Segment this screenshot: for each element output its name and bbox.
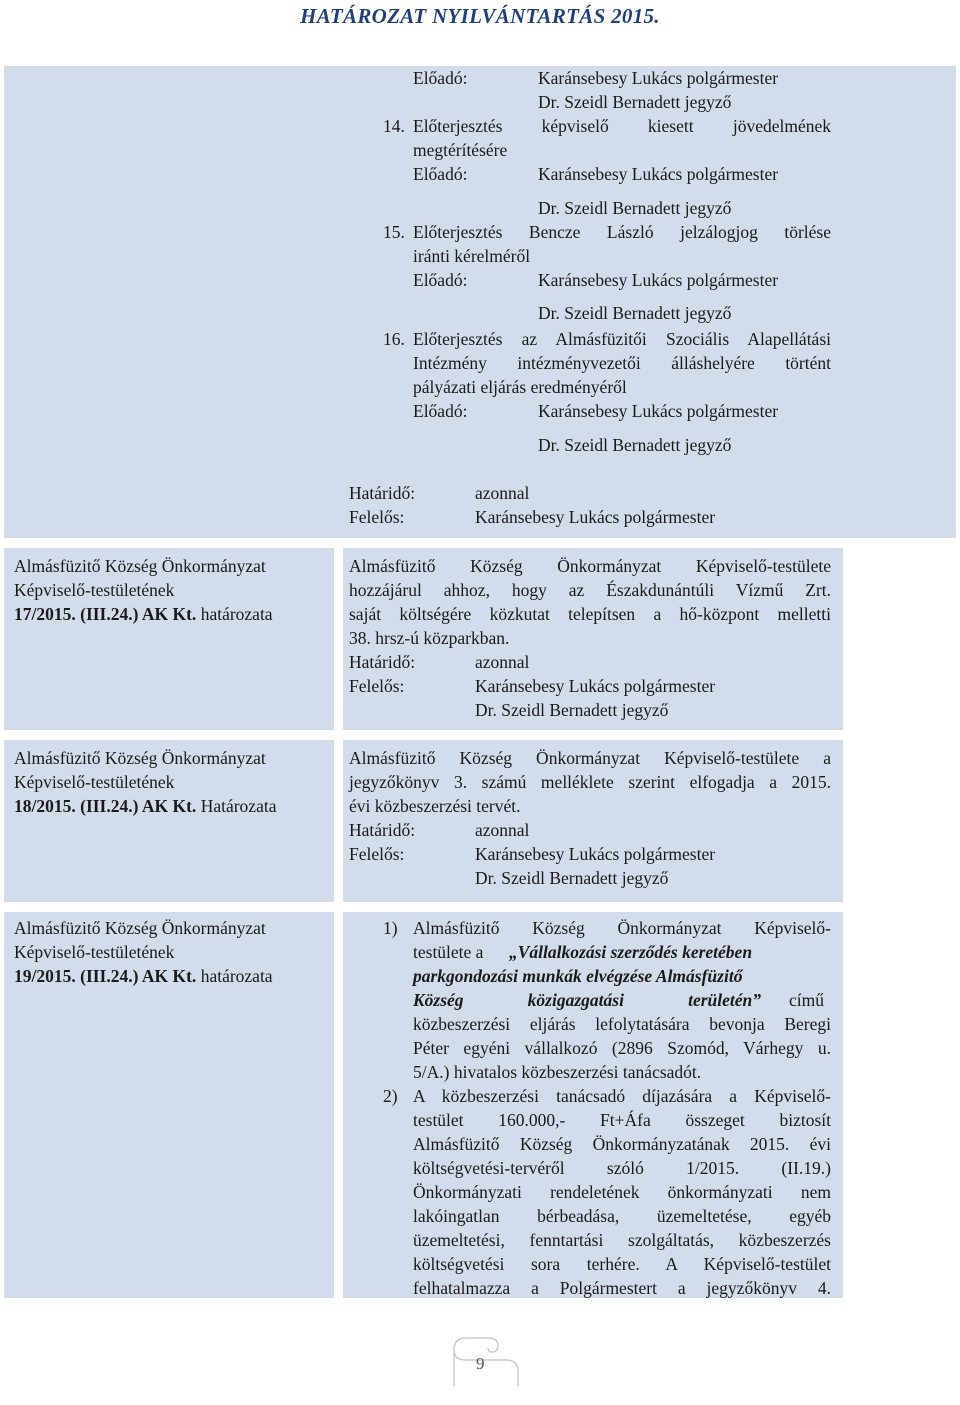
page-number: 9 bbox=[476, 1354, 485, 1373]
agenda-jegyzo: Dr. Szeidl Bernadett jegyző bbox=[538, 435, 732, 455]
resolution-issuer: Almásfüzitő Község Önkormányzat bbox=[14, 918, 266, 938]
agenda-item-title: Előterjesztés Bencze László jelzálogjog törlése bbox=[413, 222, 831, 242]
list-item-line: közbeszerzési eljárás lefolytatására bevonja Beregi bbox=[413, 1014, 831, 1034]
resolution-suffix: határozata bbox=[200, 604, 273, 624]
list-item-number: 1) bbox=[383, 918, 398, 938]
list-item-line: A közbeszerzési tanácsadó díjazására a Képviselő- bbox=[413, 1086, 831, 1106]
right-margin-panel bbox=[843, 66, 956, 538]
agenda-item-title: Előterjesztés képviselő kiesett jövedelmének bbox=[413, 116, 831, 136]
agenda-item-title: Intézmény intézményvezetői álláshelyére történt bbox=[413, 353, 831, 373]
resolution-text-line: Almásfüzitő Község Önkormányzat Képviselő-testülete bbox=[349, 556, 831, 576]
agenda-felelos-label: Felelős: bbox=[349, 507, 405, 527]
resolution-felelos-label: Felelős: bbox=[349, 844, 405, 864]
page-corner-ornament-icon bbox=[448, 1332, 524, 1388]
resolution-number: 17/2015. (III.24.) AK Kt. bbox=[14, 604, 197, 624]
agenda-item-title: megtérítésére bbox=[413, 140, 508, 160]
agenda-eloado-name: Karánsebesy Lukács polgármester bbox=[538, 270, 779, 290]
resolution-text-line: saját költségére közkutat telepítsen a hő-központ melletti bbox=[349, 604, 831, 624]
agenda-item-title: Előterjesztés az Almásfüzitői Szociális Alapellátási bbox=[413, 329, 831, 349]
resolution-hatarido-label: Határidő: bbox=[349, 820, 416, 840]
agenda-eloado-label: Előadó: bbox=[413, 164, 468, 184]
list-item-line: Almásfüzitő Község Önkormányzatának 2015. évi bbox=[413, 1134, 831, 1154]
resolution-felelos-value: Karánsebesy Lukács polgármester bbox=[475, 676, 716, 696]
resolution-issuer-body: Képviselő-testületének bbox=[14, 772, 175, 792]
list-item-line: költségvetési-tervéről szóló 1/2015. (II.19.) bbox=[413, 1158, 831, 1178]
resolution-felelos-value: Dr. Szeidl Bernadett jegyző bbox=[475, 868, 669, 888]
resolution-text-line: Almásfüzitő Község Önkormányzat Képviselő-testülete a bbox=[349, 748, 831, 768]
agenda-hatarido-label: Határidő: bbox=[349, 483, 416, 503]
list-item-line: üzemeltetési, fenntartási szolgáltatás, közbeszerzés bbox=[413, 1230, 831, 1250]
resolution-felelos-label: Felelős: bbox=[349, 676, 405, 696]
list-item-line: Önkormányzati rendeletének önkormányzati nem bbox=[413, 1182, 831, 1202]
agenda-item-number: 14. bbox=[383, 116, 405, 136]
list-item-line: testülete a bbox=[413, 942, 484, 962]
agenda-eloado-name: Karánsebesy Lukács polgármester bbox=[538, 401, 779, 421]
list-item-number: 2) bbox=[383, 1086, 398, 1106]
list-item-line: című bbox=[789, 990, 824, 1010]
contract-title-line: parkgondozási munkák elvégzése Almásfüzitő bbox=[413, 966, 743, 986]
resolution-hatarido-value: azonnal bbox=[475, 820, 530, 840]
resolution-id bbox=[14, 794, 276, 818]
agenda-felelos-value: Karánsebesy Lukács polgármester bbox=[475, 507, 716, 527]
agenda-eloado-name: Karánsebesy Lukács polgármester bbox=[538, 68, 779, 88]
page-number-ornament bbox=[448, 1332, 524, 1388]
list-item-line: 5/A.) hivatalos közbeszerzési tanácsadót. bbox=[413, 1062, 702, 1082]
resolution-issuer-body: Képviselő-testületének bbox=[14, 942, 175, 962]
agenda-item-title: iránti kérelméről bbox=[413, 246, 531, 266]
agenda-eloado-name: Karánsebesy Lukács polgármester bbox=[538, 164, 779, 184]
resolution-hatarido-value: azonnal bbox=[475, 652, 530, 672]
list-item-line: lakóingatlan bérbeadása, üzemeltetése, egyéb bbox=[413, 1206, 831, 1226]
resolution-text-line: jegyzőkönyv 3. számú melléklete szerint elfogadja a 2015. bbox=[349, 772, 831, 792]
resolution-felelos-value: Dr. Szeidl Bernadett jegyző bbox=[475, 700, 669, 720]
resolution-suffix: határozata bbox=[200, 966, 273, 986]
resolution-hatarido-label: Határidő: bbox=[349, 652, 416, 672]
list-item-line: felhatalmazza a Polgármestert a jegyzőkönyv 4. bbox=[413, 1278, 831, 1298]
resolution-issuer-body: Képviselő-testületének bbox=[14, 580, 175, 600]
resolution-issuer: Almásfüzitő Község Önkormányzat bbox=[14, 556, 266, 576]
resolution-number: 18/2015. (III.24.) AK Kt. bbox=[14, 796, 197, 816]
contract-title-line: „Vállalkozási szerződés keretében bbox=[509, 942, 753, 962]
list-item-line: Almásfüzitő Község Önkormányzat Képviselő- bbox=[413, 918, 831, 938]
agenda-jegyzo: Dr. Szeidl Bernadett jegyző bbox=[538, 303, 732, 323]
resolution-text-line: évi közbeszerzési tervét. bbox=[349, 796, 521, 816]
resolution-number: 19/2015. (III.24.) AK Kt. bbox=[14, 966, 197, 986]
resolution-id bbox=[14, 964, 273, 988]
list-item-line: testület 160.000,- Ft+Áfa összeget biztosít bbox=[413, 1110, 831, 1130]
agenda-eloado-label: Előadó: bbox=[413, 270, 468, 290]
left-margin-panel bbox=[4, 66, 343, 538]
agenda-eloado-label: Előadó: bbox=[413, 68, 468, 88]
resolution-id bbox=[14, 602, 273, 626]
contract-title-line: Község közigazgatási területén” bbox=[413, 990, 761, 1010]
page-header-title: HATÁROZAT NYILVÁNTARTÁS 2015. bbox=[300, 4, 660, 28]
list-item-line: Péter egyéni vállalkozó (2896 Szomód, Várhegy u. bbox=[413, 1038, 831, 1058]
agenda-item-number: 15. bbox=[383, 222, 405, 242]
list-item-line: költségvetési sora terhére. A Képviselő-testület bbox=[413, 1254, 831, 1274]
resolution-text-line: hozzájárul ahhoz, hogy az Északdunántúli Vízmű Zrt. bbox=[349, 580, 831, 600]
agenda-jegyzo: Dr. Szeidl Bernadett jegyző bbox=[538, 198, 732, 218]
resolution-suffix: Határozata bbox=[200, 796, 277, 816]
agenda-eloado-label: Előadó: bbox=[413, 401, 468, 421]
agenda-item-title: pályázati eljárás eredményéről bbox=[413, 377, 627, 397]
agenda-item-number: 16. bbox=[383, 329, 405, 349]
agenda-hatarido-value: azonnal bbox=[475, 483, 530, 503]
resolution-felelos-value: Karánsebesy Lukács polgármester bbox=[475, 844, 716, 864]
resolution-text-line: 38. hrsz-ú közparkban. bbox=[349, 628, 510, 648]
resolution-issuer: Almásfüzitő Község Önkormányzat bbox=[14, 748, 266, 768]
agenda-jegyzo: Dr. Szeidl Bernadett jegyző bbox=[538, 92, 732, 112]
